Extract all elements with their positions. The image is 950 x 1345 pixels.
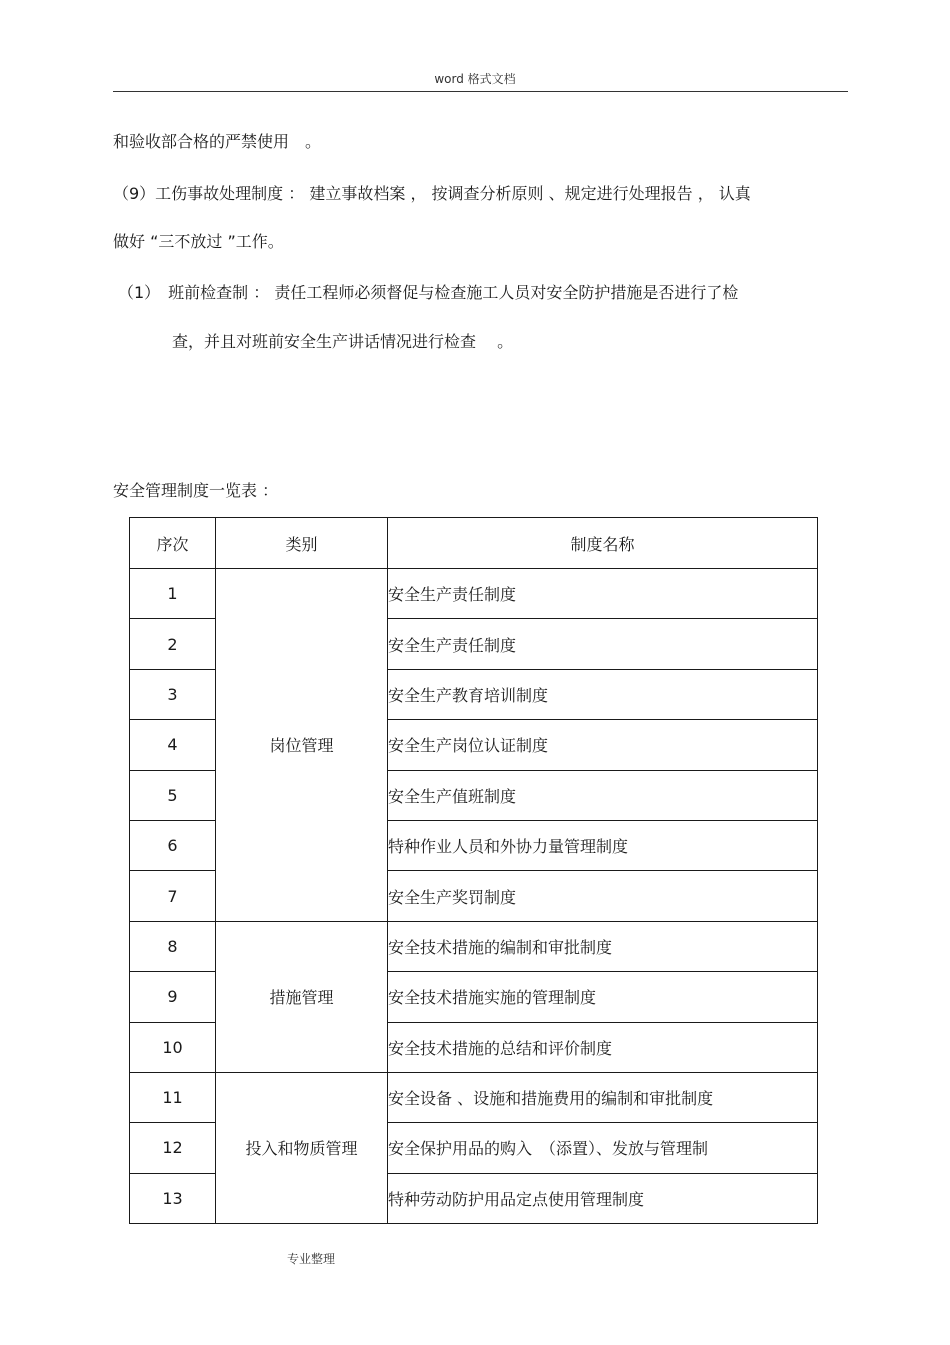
table-row bbox=[130, 1072, 818, 1122]
row-number: 9 bbox=[130, 972, 216, 1022]
row-number: 1 bbox=[130, 569, 216, 619]
regulation-name: 安全技术措施实施的管理制度 bbox=[388, 972, 818, 1022]
row-number: 11 bbox=[130, 1072, 216, 1122]
table-row bbox=[130, 921, 818, 971]
paragraph-line-4: （1） 班前检查制 ： 责任工程师必须督促与检查施工人员对安全防护措施是否进行了检 bbox=[118, 283, 739, 302]
header-category: 类别 bbox=[216, 518, 388, 569]
regulation-name: 安全保护用品的购入 （添置）、发放与管理制 bbox=[388, 1123, 818, 1173]
row-number: 3 bbox=[130, 669, 216, 719]
row-number: 7 bbox=[130, 871, 216, 921]
regulation-name: 特种劳动防护用品定点使用管理制度 bbox=[388, 1173, 818, 1223]
row-number: 13 bbox=[130, 1173, 216, 1223]
table-row bbox=[130, 569, 818, 619]
table-header-row bbox=[130, 518, 818, 569]
paragraph-line-2: （9）工伤事故处理制度 ： 建立事故档案 ， 按调查分析原则 、规定进行处理报告 ， 认真 bbox=[113, 184, 751, 203]
row-number: 4 bbox=[130, 720, 216, 770]
regulation-name: 安全生产奖罚制度 bbox=[388, 871, 818, 921]
regulation-name: 安全生产岗位认证制度 bbox=[388, 720, 818, 770]
regulation-name: 安全技术措施的总结和评价制度 bbox=[388, 1022, 818, 1072]
page-header: word 格式文档 bbox=[434, 72, 516, 86]
header-regulation-name: 制度名称 bbox=[388, 518, 818, 569]
regulation-name: 安全生产责任制度 bbox=[388, 619, 818, 669]
header-sequence: 序次 bbox=[130, 518, 216, 569]
paragraph-line-3: 做好 “三不放过 ”工作。 bbox=[113, 232, 284, 251]
row-number: 5 bbox=[130, 770, 216, 820]
regulation-name: 安全技术措施的编制和审批制度 bbox=[388, 921, 818, 971]
regulation-name: 安全生产教育培训制度 bbox=[388, 669, 818, 719]
regulation-name: 安全设备 、设施和措施费用的编制和审批制度 bbox=[388, 1072, 818, 1122]
row-number: 12 bbox=[130, 1123, 216, 1173]
regulation-table bbox=[129, 517, 818, 1224]
category-investment-management: 投入和物质管理 bbox=[216, 1072, 388, 1223]
page-footer: 专业整理 bbox=[287, 1252, 336, 1266]
row-number: 10 bbox=[130, 1022, 216, 1072]
paragraph-line-1: 和验收部合格的严禁使用 。 bbox=[113, 132, 322, 151]
paragraph-line-5: 查，并且对班前安全生产讲话情况进行检查 。 bbox=[172, 332, 514, 351]
regulation-name: 安全生产值班制度 bbox=[388, 770, 818, 820]
row-number: 6 bbox=[130, 820, 216, 870]
header-divider bbox=[113, 91, 848, 92]
table-caption: 安全管理制度一览表 ： bbox=[113, 481, 279, 500]
category-measures-management: 措施管理 bbox=[216, 921, 388, 1072]
regulation-name: 安全生产责任制度 bbox=[388, 569, 818, 619]
category-post-management: 岗位管理 bbox=[216, 569, 388, 922]
regulation-name: 特种作业人员和外协力量管理制度 bbox=[388, 820, 818, 870]
row-number: 8 bbox=[130, 921, 216, 971]
row-number: 2 bbox=[130, 619, 216, 669]
